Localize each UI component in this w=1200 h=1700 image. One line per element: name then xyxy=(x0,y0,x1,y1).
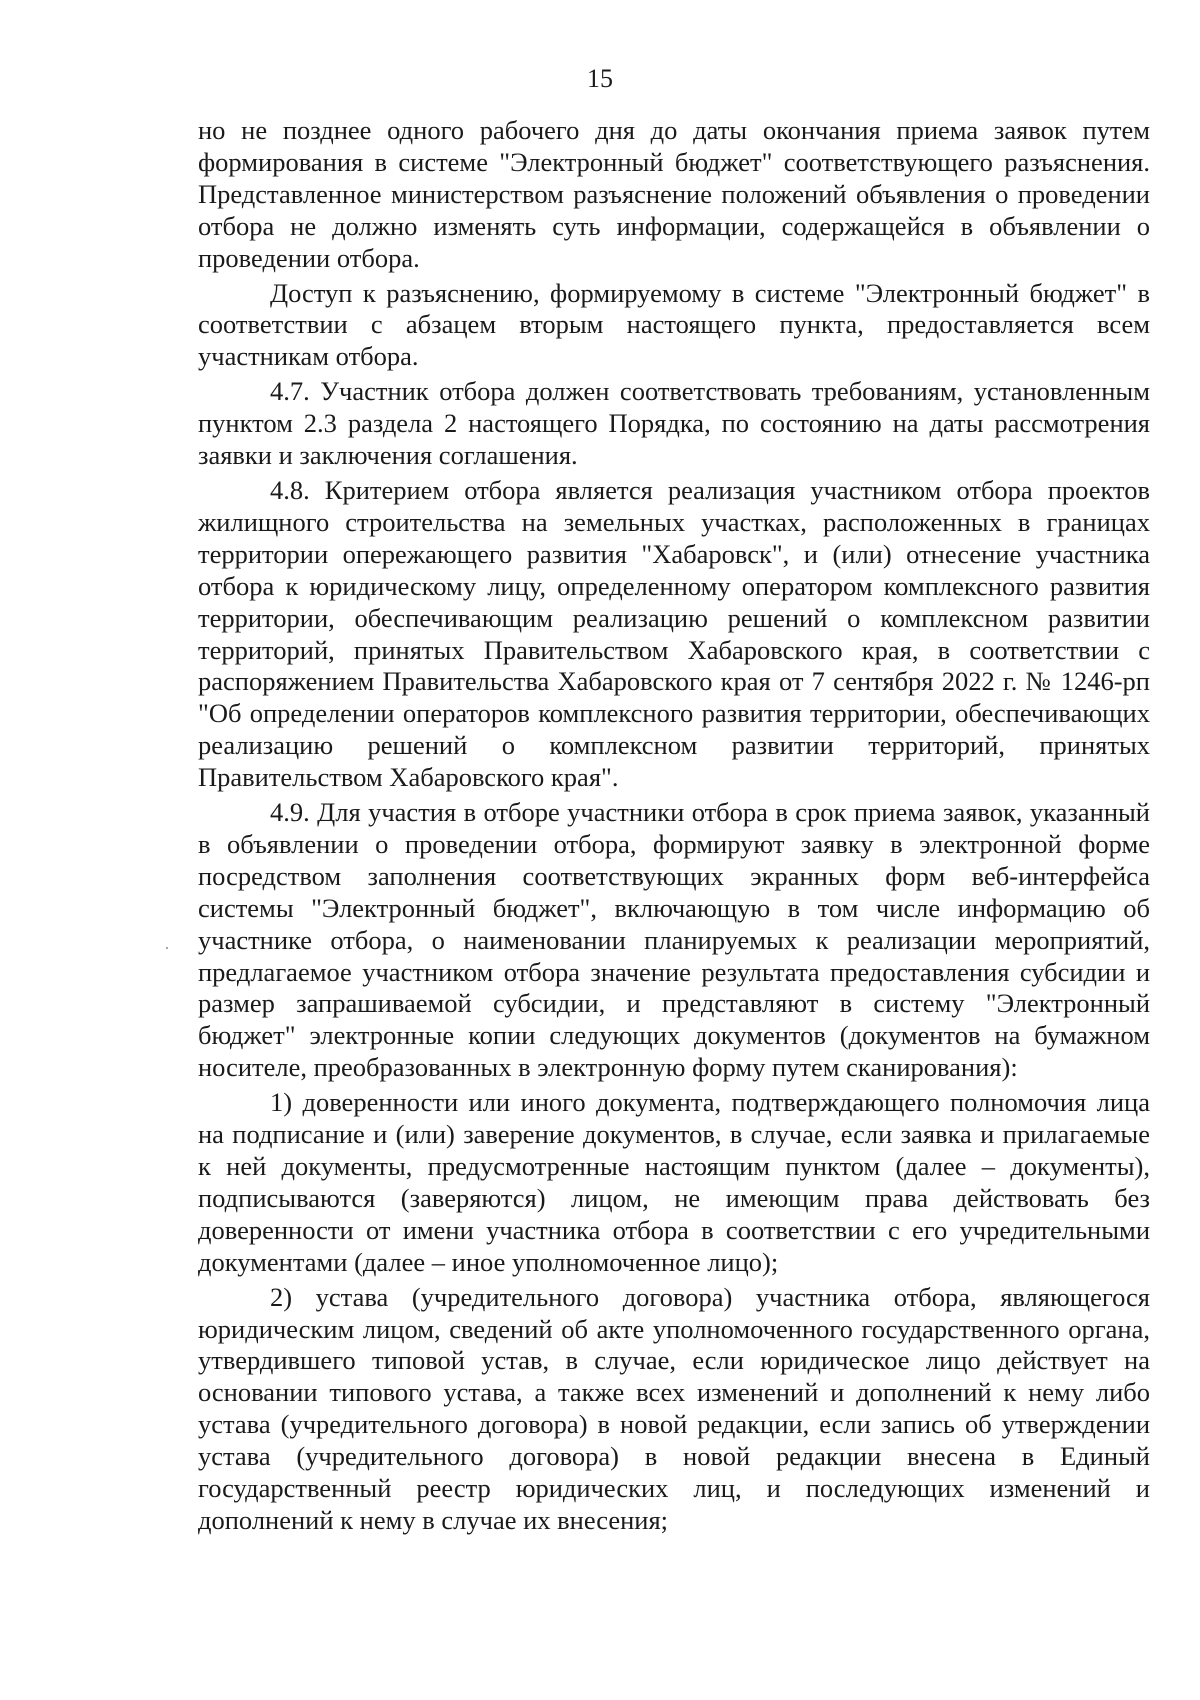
page-number: 15 xyxy=(587,64,613,93)
paragraph-4-7: 4.7. Участник отбора должен соответствовать требованиям, установленным пунктом 2.3 раздела 2 настоящего Порядка, по состоянию на даты рассмотрения заявки и заключения соглашения. xyxy=(198,376,1150,471)
list-item-1: 1) доверенности или иного документа, подтверждающего полномочия лица на подписание и (или) заверение документов, в случае, если заявка и прилагаемые к ней документы, предусмотренные настоящим пунктом (далее – документы), подписываются (заверяются) лицом, не имеющим права действовать без доверенности от имени участника отбора в соответствии с его учредительными документами (далее – иное уполномоченное лицо); xyxy=(198,1087,1150,1277)
paragraph-4-9: 4.9. Для участия в отборе участники отбора в срок приема заявок, указанный в объявлении о проведении отбора, формируют заявку в электронной форме посредством заполнения соответствующих экранных форм веб-интерфейса системы "Электронный бюджет", включающую в том числе информацию об участнике отбора, о наименовании планируемых к реализации мероприятий, предлагаемое участником отбора значение результата предоставления субсидии и размер запрашиваемой субсидии, и представляют в систему "Электронный бюджет" электронные копии следующих документов (документов на бумажном носителе, преобразованных в электронную форму путем сканирования): xyxy=(198,797,1150,1083)
paragraph-access-clarification: Доступ к разъяснению, формируемому в системе "Электронный бюджет" в соответствии с абзацем вторым настоящего пункта, предоставляется всем участникам отбора. xyxy=(198,277,1150,372)
document-body xyxy=(198,115,1150,1537)
paragraph-continuation: но не позднее одного рабочего дня до даты окончания приема заявок путем формирования в системе "Электронный бюджет" соответствующего разъяснения. Представленное министерством разъяснение положений объявления о проведении отбора не должно изменять суть информации, содержащейся в объявлении о проведении отбора. xyxy=(198,115,1150,273)
paragraph-4-8: 4.8. Критерием отбора является реализация участником отбора проектов жилищного строительства на земельных участках, расположенных в границах территории опережающего развития "Хабаровск", и (или) отнесение участника отбора к юридическому лицу, определенному оператором комплексного развития территории, обеспечивающим реализацию решений о комплексном развитии территорий, принятых Правительством Хабаровского края, в соответствии с распоряжением Правительства Хабаровского края от 7 сентября 2022 г. № 1246-рп "Об определении операторов комплексного развития территории, обеспечивающих реализацию решений о комплексном развитии территорий, принятых Правительством Хабаровского края". xyxy=(198,474,1150,793)
list-item-2: 2) устава (учредительного договора) участника отбора, являющегося юридическим лицом, сведений об акте уполномоченного государственного органа, утвердившего типовой устав, в случае, если юридическое лицо действует на основании типового устава, а также всех изменений и дополнений к нему либо устава (учредительного договора) в новой редакции, если запись об утверждении устава (учредительного договора) в новой редакции внесена в Единый государственный реестр юридических лиц, и последующих изменений и дополнений к нему в случае их внесения; xyxy=(198,1281,1150,1535)
scan-speck xyxy=(166,947,168,949)
